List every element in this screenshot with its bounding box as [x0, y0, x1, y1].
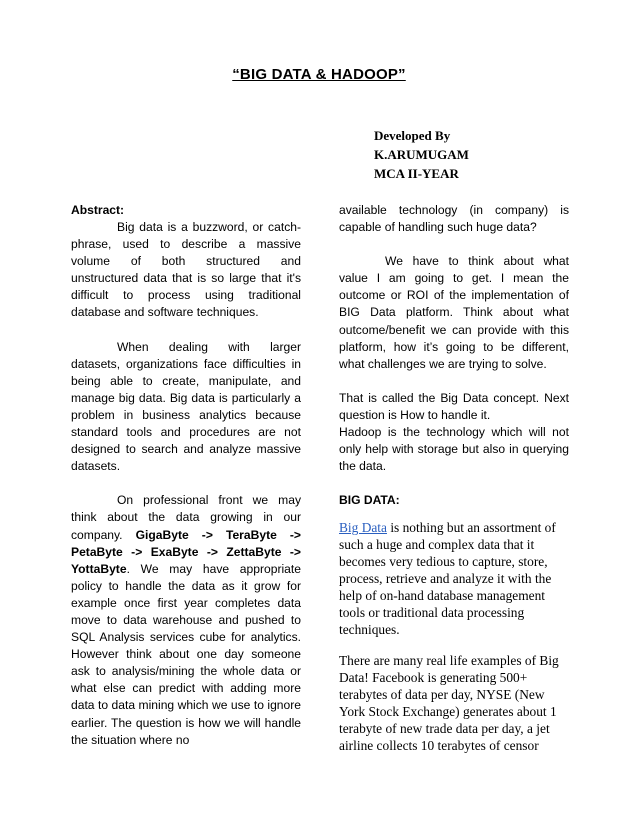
right-paragraph-4 — [339, 519, 569, 638]
big-data-heading: BIG DATA: — [339, 493, 400, 508]
author-block — [374, 126, 469, 183]
right-paragraph-5: There are many real life examples of Big Data! Facebook is generating 500+ terabytes of data per day, NYSE (New York Stock Exchange) generates about 1 terabyte of new trade data per day, a jet airline collects 10 terabytes of censor — [339, 653, 559, 754]
paragraph-3-start: On professional front we may think about the data growing in our company. — [71, 493, 301, 542]
abstract-paragraph-1: Big data is a buzzword, or catch-phrase, used to describe a massive volume of both structured and unstructured data that is so large that it's difficult to process using traditional database and software techniques. — [71, 220, 301, 320]
left-column — [71, 202, 301, 749]
data-size-progression: GigaByte -> TeraByte -> PetaByte -> ExaByte -> ZettaByte -> YottaByte — [71, 527, 301, 576]
author-name: K.ARUMUGAM — [374, 147, 469, 162]
paragraph-4-rest: is nothing but an assortment of such a huge and complex data that it becomes very tedious to capture, store, process, retrieve and analyze it with the help of on-hand database management tools or traditional data processing techniques. — [339, 520, 556, 638]
author-line-developed-by: Developed By — [374, 128, 451, 143]
abstract-paragraph-3 — [71, 492, 301, 748]
right-paragraph-2: We have to think about what value I am going to get. I mean the outcome or ROI of the implementation of BIG Data platform. Think about what outcome/benefit we can provide with this platform, how it’s going to be different, what challenges we are trying to solve. — [339, 254, 569, 371]
right-paragraph-3a: That is called the Big Data concept. Next question is How to handle it. — [339, 390, 569, 422]
author-course: MCA II-YEAR — [374, 166, 459, 181]
abstract-heading: Abstract: — [71, 203, 125, 217]
right-column — [339, 202, 569, 754]
big-data-link[interactable]: Big Data — [339, 520, 387, 536]
abstract-paragraph-2: When dealing with larger datasets, organizations face difficulties in being able to create, manipulate, and manage big data. Big data is particularly a problem in business analytics because standard tools and procedures are not designed to search and analyze massive datasets. — [71, 339, 301, 474]
paragraph-3-end: . We may have appropriate policy to handle the data as it grow for example once first year completes data move to data warehouse and pushed to SQL Analysis services cube for analytics. However think about one day someone ask to analysis/mining the whole data or what else can predict with adding more data to data mining which we use to ignore earlier. The question is how we will handle the situation where no — [71, 561, 301, 747]
right-paragraph-1: available technology (in company) is capable of handling such huge data? — [339, 203, 569, 235]
document-title: “BIG DATA & HADOOP” — [232, 66, 406, 83]
right-paragraph-3b: Hadoop is the technology which will not only help with storage but also in querying the data. — [339, 425, 569, 474]
